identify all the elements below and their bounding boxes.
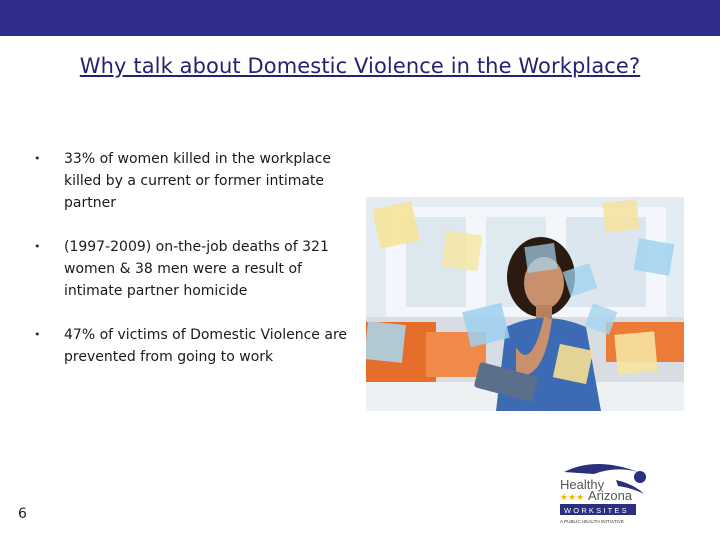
bullet-marker: • <box>34 152 41 165</box>
bullet-marker: • <box>34 240 41 253</box>
slide-title: Why talk about Domestic Violence in the Workplace? <box>79 54 641 78</box>
woman-office-photo <box>366 197 684 411</box>
bullet-item <box>30 236 360 302</box>
logo-stars: ★★★ <box>560 492 585 502</box>
healthy-arizona-logo <box>556 458 656 528</box>
top-band <box>0 0 720 36</box>
bullet-marker: • <box>34 328 41 341</box>
bullet-text: 33% of women killed in the workplace killed by a current or former intimate partner <box>64 151 332 211</box>
logo-text-healthy: Healthy <box>560 477 605 492</box>
logo-tagline: A PUBLIC HEALTH INITIATIVE <box>560 519 624 524</box>
bullet-text: (1997-2009) on-the-job deaths of 321 women & 38 men were a result of intimate partner homicide <box>64 239 329 299</box>
logo-worksites-band: WORKSITES <box>564 506 629 515</box>
bullet-item <box>30 324 360 368</box>
bullet-item <box>30 148 360 214</box>
bullet-list <box>30 148 360 390</box>
bullet-text: 47% of victims of Domestic Violence are prevented from going to work <box>64 327 348 365</box>
logo-text-arizona: Arizona <box>588 488 633 503</box>
page-number: 6 <box>18 506 27 522</box>
